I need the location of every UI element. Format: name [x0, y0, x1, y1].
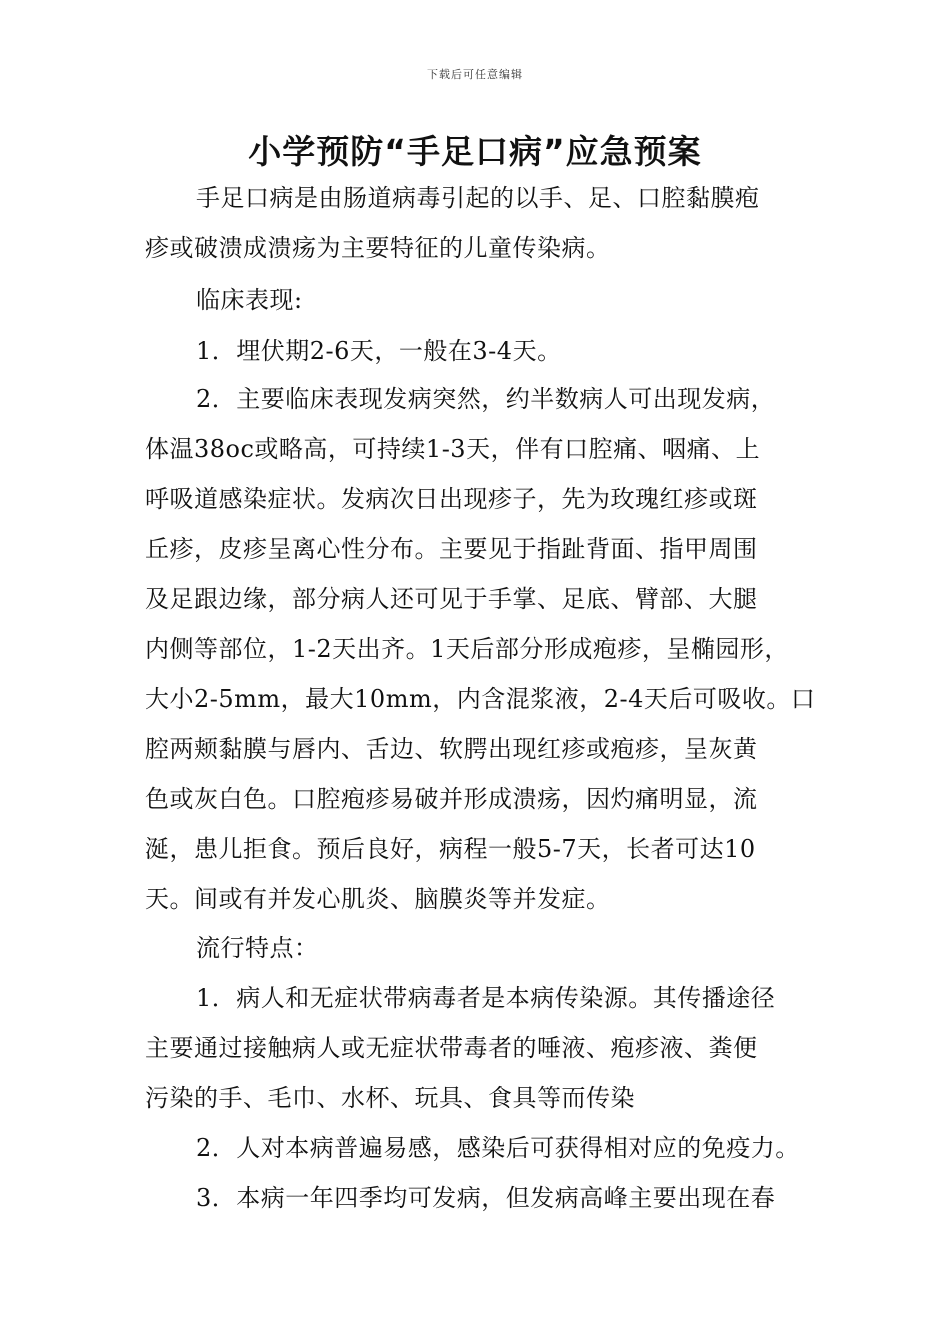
paragraph-line: 大小2-5mm，最大10mm，内含混浆液，2-4天后可吸收。口 — [145, 685, 815, 713]
section-heading: 流行特点： — [196, 934, 319, 962]
paragraph-line: 呼吸道感染症状。发病次日出现疹子，先为玫瑰红疹或斑 — [145, 485, 758, 513]
page-title: 小学预防“手足口病”应急预案 — [248, 132, 702, 171]
paragraph-line: 主要通过接触病人或无症状带毒者的唾液、疱疹液、粪便 — [145, 1034, 758, 1062]
paragraph-line: 2．主要临床表现发病突然，约半数病人可出现发病， — [196, 385, 776, 413]
paragraph-line: 污染的手、毛巾、水杯、玩具、食具等而传染 — [145, 1084, 635, 1112]
paragraph-line: 腔两颊黏膜与唇内、舌边、软腭出现红疹或疱疹，呈灰黄 — [145, 735, 758, 763]
header-note: 下载后可任意编辑 — [427, 68, 523, 81]
paragraph-line: 及足跟边缘，部分病人还可见于手掌、足底、臂部、大腿 — [145, 585, 758, 613]
paragraph-line: 色或灰白色。口腔疱疹易破并形成溃疡，因灼痛明显，流 — [145, 785, 758, 813]
paragraph-line: 1．埋伏期2-6天，一般在3-4天。 — [196, 337, 562, 365]
paragraph-line: 天。间或有并发心肌炎、脑膜炎等并发症。 — [145, 885, 611, 913]
paragraph-line: 内侧等部位，1-2天出齐。1天后部分形成疱疹，呈椭园形， — [145, 635, 789, 663]
paragraph-line: 手足口病是由肠道病毒引起的以手、足、口腔黏膜疱 — [196, 184, 760, 212]
paragraph-line: 疹或破溃成溃疡为主要特征的儿童传染病。 — [145, 234, 611, 262]
paragraph-line: 丘疹，皮疹呈离心性分布。主要见于指趾背面、指甲周围 — [145, 535, 758, 563]
paragraph-line: 涎，患儿拒食。预后良好，病程一般5-7天，长者可达10 — [145, 835, 756, 863]
paragraph-line: 1．病人和无症状带病毒者是本病传染源。其传播途径 — [196, 984, 776, 1012]
paragraph-line: 体温38oc或略高，可持续1-3天，伴有口腔痛、咽痛、上 — [145, 435, 761, 463]
section-heading: 临床表现: — [196, 286, 303, 314]
paragraph-line: 3．本病一年四季均可发病，但发病高峰主要出现在春 — [196, 1184, 776, 1212]
paragraph-line: 2．人对本病普遍易感，感染后可获得相对应的免疫力。 — [196, 1134, 800, 1162]
